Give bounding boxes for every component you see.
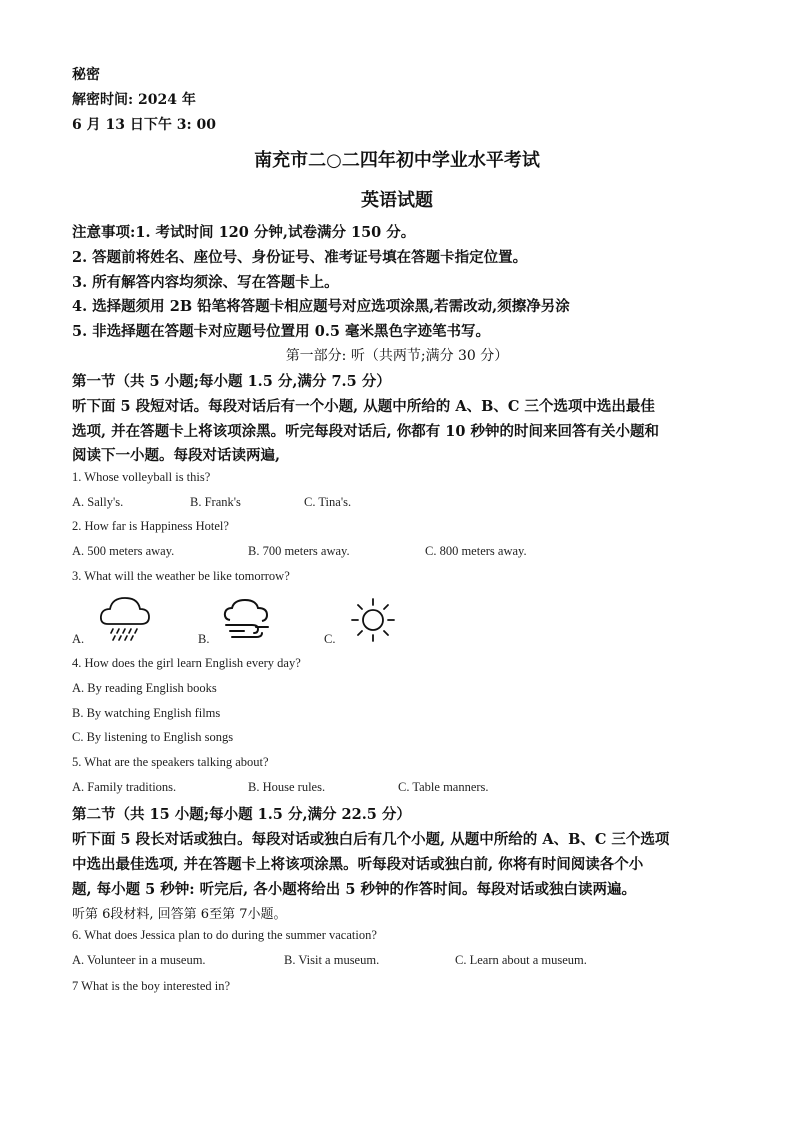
question-1-option-a: A. Sally's. bbox=[72, 495, 124, 509]
section2-instruction-1: 听下面 5 段长对话或独白。每段对话或独白后有几个小题, 从题中所给的 A、B、C 三个选项 bbox=[72, 831, 670, 848]
question-6-option-a: A. Volunteer in a museum. bbox=[72, 953, 206, 967]
secret-label: 秘密 bbox=[72, 67, 100, 83]
question-2-text: 2. How far is Happiness Hotel? bbox=[72, 519, 229, 533]
note-2: 2. 答题前将姓名、座位号、身份证号、准考证号填在答题卡指定位置。 bbox=[72, 249, 528, 266]
wind-cloud-icon bbox=[222, 598, 272, 642]
question-3-option-b: B. bbox=[198, 632, 210, 646]
question-3-option-c: C. bbox=[324, 632, 336, 646]
exam-title: 南充市二○二四年初中学业水平考试 bbox=[254, 150, 540, 171]
sun-icon bbox=[350, 597, 396, 643]
question-2-option-c: C. 800 meters away. bbox=[425, 544, 527, 558]
section2-heading: 第二节（共 15 小题;每小题 1.5 分,满分 22.5 分） bbox=[72, 806, 411, 823]
question-1-option-b: B. Frank's bbox=[190, 495, 241, 509]
question-5-option-a: A. Family traditions. bbox=[72, 780, 177, 794]
question-5-option-b: B. House rules. bbox=[248, 780, 326, 794]
note-3: 3. 所有解答内容均须涂、写在答题卡上。 bbox=[72, 274, 339, 291]
question-4-option-c: C. By listening to English songs bbox=[72, 730, 234, 744]
note-5: 5. 非选择题在答题卡对应题号位置用 0.5 毫米黑色字迹笔书写。 bbox=[72, 323, 491, 340]
section1-heading: 第一节（共 5 小题;每小题 1.5 分,满分 7.5 分） bbox=[72, 373, 391, 390]
question-5-text: 5. What are the speakers talking about? bbox=[72, 755, 269, 769]
question-6-text: 6. What does Jessica plan to do during the summer vacation? bbox=[72, 928, 377, 942]
question-4-text: 4. How does the girl learn English every day? bbox=[72, 656, 301, 670]
exam-subtitle: 英语试题 bbox=[361, 190, 433, 211]
question-1-text: 1. Whose volleyball is this? bbox=[72, 470, 211, 484]
decrypt-time-line2: 6 月 13 日下午 3: 00 bbox=[72, 117, 216, 133]
question-5-option-c: C. Table manners. bbox=[398, 780, 489, 794]
question-4-option-a: A. By reading English books bbox=[72, 681, 217, 695]
section1-instruction-1: 听下面 5 段短对话。每段对话后有一个小题, 从题中所给的 A、B、C 三个选项中选出最佳 bbox=[72, 398, 655, 415]
material-note: 听第 6段材料, 回答第 6至第 7小题。 bbox=[72, 907, 287, 922]
note-1: 注意事项:1. 考试时间 120 分钟,试卷满分 150 分。 bbox=[72, 224, 416, 241]
decrypt-time-line1: 解密时间: 2024 年 bbox=[72, 92, 196, 108]
question-2-option-a: A. 500 meters away. bbox=[72, 544, 175, 558]
question-6-option-c: C. Learn about a museum. bbox=[455, 953, 587, 967]
rain-cloud-icon bbox=[98, 594, 152, 644]
question-7-text: 7 What is the boy interested in? bbox=[72, 979, 231, 993]
part1-heading: 第一部分: 听（共两节;满分 30 分） bbox=[285, 348, 509, 364]
section1-instruction-3: 阅读下一小题。每段对话读两遍, bbox=[72, 447, 281, 464]
question-3-option-a: A. bbox=[72, 632, 85, 646]
section2-instruction-3: 题, 每小题 5 秒钟: 听完后, 各小题将给出 5 秒钟的作答时间。每段对话或独白读两遍。 bbox=[72, 881, 636, 898]
question-3-text: 3. What will the weather be like tomorrow? bbox=[72, 569, 290, 583]
section1-instruction-2: 选项, 并在答题卡上将该项涂黑。听完每段对话后, 你都有 10 秒钟的时间来回答有关小题和 bbox=[72, 423, 659, 440]
note-4: 4. 选择题须用 2B 铅笔将答题卡相应题号对应选项涂黑,若需改动,须擦净另涂 bbox=[72, 298, 570, 315]
question-1-option-c: C. Tina's. bbox=[304, 495, 352, 509]
question-2-option-b: B. 700 meters away. bbox=[248, 544, 350, 558]
question-4-option-b: B. By watching English films bbox=[72, 706, 221, 720]
section2-instruction-2: 中选出最佳选项, 并在答题卡上将该项涂黑。听每段对话或独白前, 你将有时间阅读各个小 bbox=[72, 856, 644, 873]
question-6-option-b: B. Visit a museum. bbox=[284, 953, 380, 967]
